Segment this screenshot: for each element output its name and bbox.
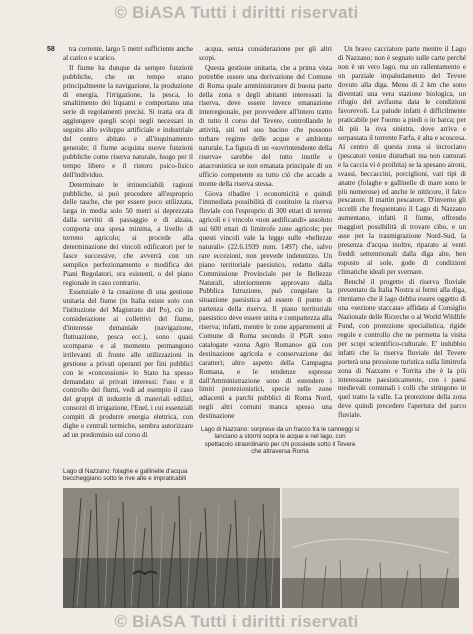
photo-caption-center: Lago di Nazzano: sorprese da un fracco fra le canneggi si lanciano a stormi sopra le acque e nel lago, con spettacolo straordinario per chi possiede sotto il Tevere che attraversa Roma xyxy=(200,426,360,456)
paragraph: acqua, senza considerazione per gli altri scopi. xyxy=(199,45,332,62)
watermark-bottom: © BiASA Tutti i diritti riservati xyxy=(114,612,359,631)
photo-image xyxy=(282,488,459,608)
paragraph: Questa gestione unitaria, che a prima vista potrebbe essere una derivazione del Comune di Roma quale amministratore di buona parte della zona e degli abitanti interessati la riserva, deve essere invece emanazione interregionale, per provvedere all'intero tratto di tutto il corso del Tevere, controllando le attività, siti nel suo bacino che possono turbare regime delle acque e ambiente naturale. La figura di un «sovrintendente della riserva» sarebbe del tutto inutile e anacronistica se non emanata principale di un ufficio competente su tutto ciò che accade a monte della riserva stessa. xyxy=(199,63,332,188)
paragraph: Determinate le irrinunciabili ragioni pubbliche, si può procedere all'esproprio delle tasche, che per essere poco utilizzata, larga in media solo 50 metri si deprezzata dalla servitù di passaggio e di alzaia, comporta una spesa minima, a livello di terreno agricolo; si procede alla determinazione dei vincoli edificatori per le fasce successive, che avverrà con un semplice perfezionamento e modifica dei Piani Regolatori, ora esistenti, o del piano regionale in caso contrario. xyxy=(63,180,193,287)
paragraph: Un bravo cacciatore parte mentre il Lago di Nazzano; non è segnato sulle carte perché non è un vero lago, ma un rallentamento e un parziale impaludamento del Tevere dovuto alla diga. Meno di 2 km che sono diventati una vera stazione biologica, un rifugio del avifauna data le condizioni favorevoli. La palude infatti è difficilmente praticabile per l'uomo a piedi o in barca; per di più la riva sinistra, dove arriva e sorpassata il torrente Farfa, è alta e scoscesa. Al centro di questa zona si incrociano (pescatori venire disturbati ma non catturati e la caccia vi è proibita) se la spesano aironi, svassi, beccaccini, porciglioni, vari tipi di anatre (folaghe e gallinelle di mare sono le più numerose) ed anche le nitticore, il falco pescatore. Il martin pescatore. D'inverno gli uccelli che frequentano il Lago di Nazzano aumentano, infatti il fiume, offrendo maggiori possibilità di trovare cibo, e un asse per la trasmigrazione Nord-Sud, la presenza d'acqua inoltre, riparato ai venti freddi settentrionali dalla diga alte, ben esposto al sole, gode di condizioni climatiche ideali per svernare. xyxy=(338,45,466,276)
text-column-2 xyxy=(199,45,332,455)
watermark-top: © BiASA Tutti i diritti riservati xyxy=(114,3,359,22)
photo-lake-flock xyxy=(282,488,459,608)
paragraph: tra corrente, largo 5 metri sufficiente anche al carico e scarico. xyxy=(63,45,193,62)
paragraph: Benché il progetto di riserva fluviale presentato da Italia Nostra si fermi alla diga, riteniamo che il lago debba essere oggetto di una «sezione staccata» affidata al Consiglio Nazionale delle Ricerche o al World Wildlife Fund, con protezione specialistica, rigide regole e controllo che ne permetta la visita per scopi scientifico-culturale. E' indubbio infatti che la riserva fluviale del Tevere porterà una pressione turistica sulla limitrofa zona di Nazzano e Torrita che è la più interessante paesisticamente, con i paesi medievali comunali i colli che stringono in quel tratto la valle. La protezione della zona deve quindi precedere l'apertura del parco fluviale. xyxy=(338,277,466,420)
paragraph: Essenziale è la creazione di una gestione unitaria del fiume (in Italia esiste solo con l'istituzione del Magistrato del Po), ciò in considerazione ai collettivi del fiume, d'interesse demaniale (navigazione, fluttuazione, pesca ecc.), sono quasi scomparse e al momento permangono irrilevanti di fronte alle utilizzazioni in gestione a privati operanti per fini pubblici con le «concessioni» lo Stato ha spesso demandato ai privati interessi: l'uso e il controllo dei fiumi, vedi ad esempio il caso del gruppi di industrie di materiali edilizi, consorzi di irrigazione, l'Enel, i cui essenziali compiti di produrre energia elettrica, con dighe e centrali termiche, sembra autorizzare ad un predominio sul corso di xyxy=(63,288,193,439)
text-column-1 xyxy=(63,45,193,467)
photo-image xyxy=(63,488,280,608)
photo-caption-left: Lago di Nazzano: folaghe e gallinelle d'acqua beccheggiano sotto le rive alte e impraticabili xyxy=(63,468,188,483)
photo-lake-birds xyxy=(63,488,280,608)
paragraph: Giova ribadire i economicità e quindi l'immediata possibilità di costituire la riserva fluviale con l'esproprio di 300 ettari di terreni agricoli e i vincolo «non aedificandi» assoluto sui 600 ettari di limitrofe zone agricole; per questi vincoli vale la legge sulle «bellezze naturali» (22.6.1939 num. 1497) che, salvo rare eccezioni, non prevede indennizzo. Un piano territoriale paesistico, redatto dalla Commissione Provinciale per le Bellezze Naturali, ulteriormente approvato dalla Pubblica Istruzione, può congelare la situazione paesistica ad essere il punto di partenza della riserva. Il piano territoriale paesistico deve essere unita e compattezza alla riserva; infatti, mentre le zone appartenenti al Comune di Roma secondo il PGR sono catalogate «zona Agro Romano» già con destinazione agricola e conservazione dei caratteri; altro aspetto della Campagna Romana, e le tendenze espresse dall'Amministrazione sono di estendere i limiti protezionistici, specie nelle zone adiacenti a parchi pubblici di Roma Nord, negli altri comuni manca spesso una destinazione xyxy=(199,189,332,421)
paragraph: Il fiume ha dunque da sempre funzioni pubbliche, che un tempo erano principalmente la navigazione, la produzione di energia, l'irrigazione, la pesca, lo smaltimento dei liquami e comportano una serie di regolamenti precisi. Si tratta ora di aggiungere quegli scopi negli necessari in seguito allo sviluppo artificiale e industriale del centro abitato e all'inquinamento generale; il fiume acquista nuove funzioni pubbliche come riserva naturale, luogo per il tempo libero e il ristoro psico-fisico dell'individuo. xyxy=(63,63,193,179)
page-number: 58 xyxy=(47,46,55,53)
